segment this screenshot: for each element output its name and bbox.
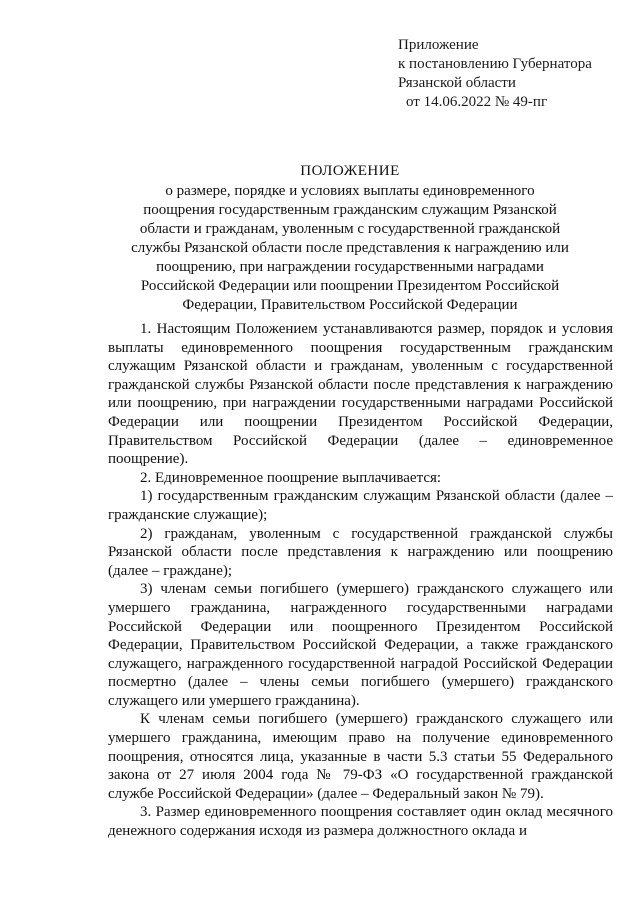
heading-line: области и гражданам, уволенным с государственной гражданской: [139, 221, 561, 237]
paragraph-2: 2. Единовременное поощрение выплачивается:: [140, 469, 442, 486]
annex-header: [398, 36, 592, 112]
annex-decree-ref: к постановлению Губернатора: [398, 56, 592, 72]
list-item-3: 3) членам семьи погибшего (умершего) гражданского служащего или умершего гражданина, награжденного государственными наградами Российской Федерации или поощренного Президентом Российской Федерации, Правительством Российской Федерации, а также гражданского служащего, награжденного государственной наградой Российской Федерации посмертно (далее – члены семьи погибшего (умершего) гражданского служащего или умершего гражданина).: [108, 581, 613, 709]
document-title: ПОЛОЖЕНИЕ: [300, 163, 400, 179]
document-heading: [100, 162, 600, 315]
annex-date: от 14.06.2022 № 49-пг: [406, 94, 548, 110]
family-members-paragraph: К членам семьи погибшего (умершего) гражданского служащего или умершего гражданина, имеющим право на получение единовременного поощрения, относятся лица, указанные в части 5.3 статьи 55 Федерального закона от 27 июля 2004 года № 79-ФЗ «О государственной гражданской службе Российской Федерации» (далее – Федеральный закон № 79).: [108, 711, 613, 802]
heading-line: службы Рязанской области после представления к награждению или: [131, 240, 569, 256]
heading-line: Российской Федерации или поощрении Президентом Российской: [140, 278, 560, 294]
list-item-1: 1) государственным гражданским служащим Рязанской области (далее – гражданские служащие);: [108, 488, 613, 523]
heading-line: о размере, порядке и условиях выплаты единовременного: [165, 183, 535, 199]
heading-line: Федерации, Правительством Российской Федерации: [182, 297, 518, 313]
annex-label: Приложение: [398, 37, 479, 53]
annex-region: Рязанской области: [398, 75, 516, 91]
document-body: [108, 320, 613, 841]
heading-line: поощрению, при награждении государственными наградами: [156, 259, 544, 275]
paragraph-3: 3. Размер единовременного поощрения составляет один оклад месячного денежного содержания исходя из размера должностного оклада и: [108, 804, 613, 840]
list-item-2: 2) гражданам, уволенным с государственной гражданской службы Рязанской области после представления к награждению или поощрению (далее – граждане);: [108, 525, 613, 579]
paragraph-1: 1. Настоящим Положением устанавливаются размер, порядок и условия выплаты единовременного поощрения государственным гражданским служащим Рязанской области и гражданам, уволенным с государственной гражданской службы Рязанской области после представления к награждению или поощрению, при награждении государственными наградами Российской Федерации или поощрении Президентом Российской Федерации, Правительством Российской Федерации (далее – единовременное поощрение).: [108, 321, 613, 468]
heading-line: поощрения государственным гражданским служащим Рязанской: [143, 202, 557, 218]
